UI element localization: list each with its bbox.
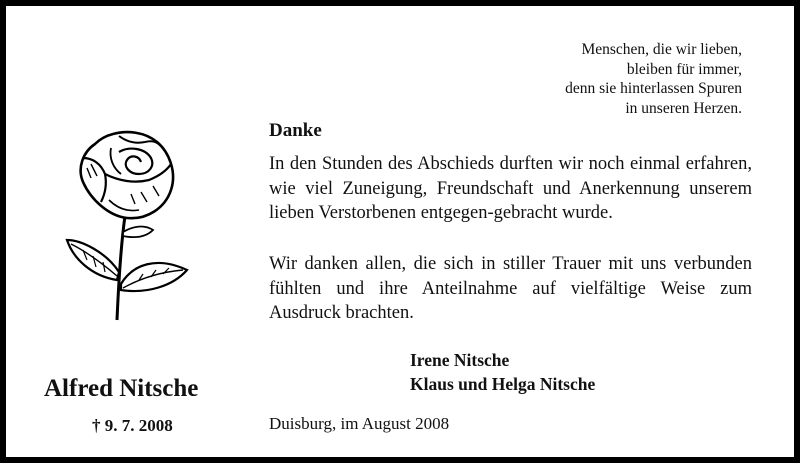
signers	[410, 348, 595, 396]
signer-name: Klaus und Helga Nitsche	[410, 374, 596, 394]
rose-icon	[61, 124, 196, 324]
poem-line: in unseren Herzen.	[625, 99, 742, 117]
poem-line: denn sie hinterlassen Spuren	[565, 80, 742, 97]
notice-title: Danke	[269, 120, 322, 141]
deceased-name: Alfred Nitsche	[44, 375, 199, 402]
thanks-paragraph-2: Wir danken allen, die sich in stiller Trauer mit uns verbunden fühlten und ihre Anteilnahme auf vielfältige Weise zum Ausdruck brachten.	[269, 254, 752, 323]
place-date: Duisburg, im August 2008	[269, 414, 450, 433]
death-date: † 9. 7. 2008	[92, 416, 173, 435]
poem-line: bleiben für immer,	[626, 60, 742, 78]
poem	[565, 40, 742, 118]
signer-name: Irene Nitsche	[410, 350, 510, 370]
poem-line: Menschen, die wir lieben,	[581, 41, 742, 58]
thanks-paragraph-1: In den Stunden des Abschieds durften wir noch einmal erfahren, wie viel Zuneigung, Freundschaft und Anerkennung unserem lieben Verstorbenen entgegen-gebracht wurde.	[269, 154, 752, 223]
